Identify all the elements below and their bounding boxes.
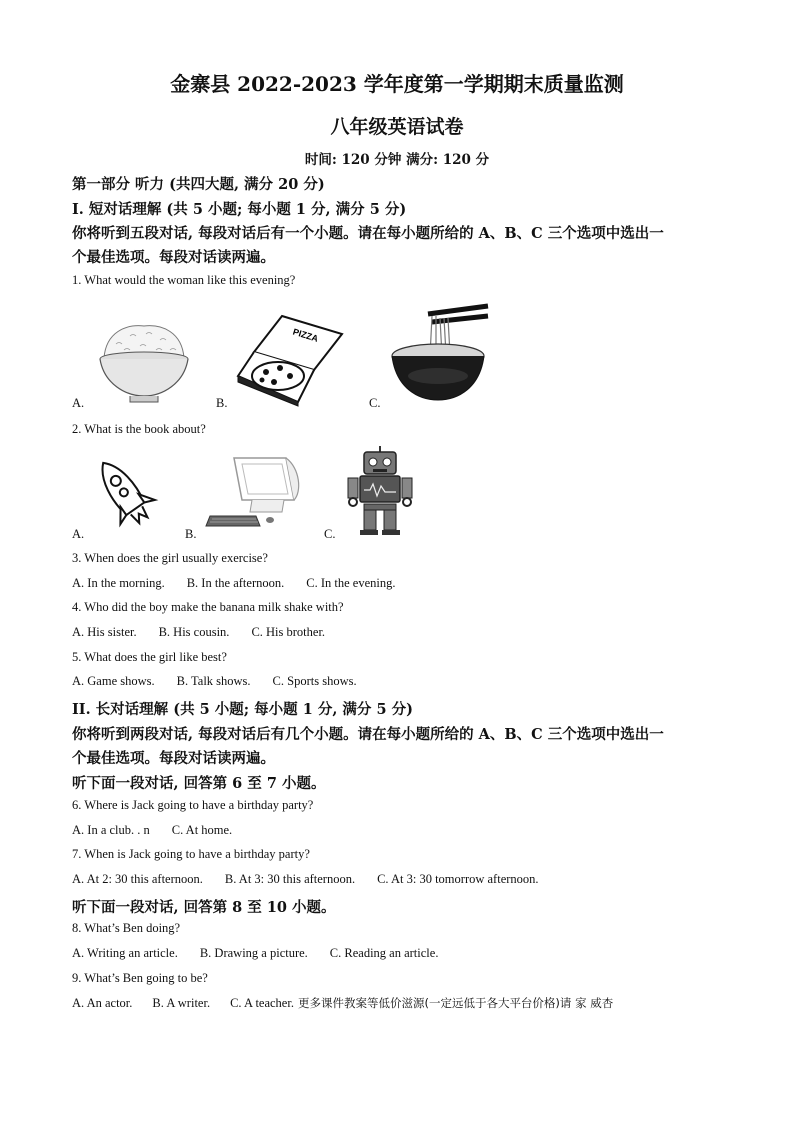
question-3: 3. When does the girl usually exercise? (72, 551, 268, 565)
question-2: 2. What is the book about? (72, 422, 206, 436)
section2-instruction-line2: 个最佳选项。每段对话读两遍。 (72, 750, 275, 767)
q7-option-c: C. At 3: 30 tomorrow afternoon. (377, 872, 539, 886)
q4-option-c: C. His brother. (251, 625, 326, 639)
computer-icon (204, 452, 304, 532)
time-info: 时间: 120 分钟 满分: 120 分 (304, 152, 490, 168)
question-9: 9. What’s Ben going to be? (72, 971, 208, 985)
rice-bowl-icon (96, 322, 192, 404)
exam-subtitle: 八年级英语试卷 (330, 116, 464, 138)
q2-option-a-label: A. (72, 527, 85, 541)
q6-option-c: C. At home. (171, 823, 233, 837)
question-6: 6. Where is Jack going to have a birthday party? (72, 798, 314, 812)
pizza-label: PIZZA (291, 326, 320, 344)
dialog2-heading: 听下面一段对话, 回答第 8 至 10 小题。 (72, 899, 336, 916)
q2-option-b-label: B. (185, 527, 197, 541)
q8-options (72, 946, 460, 961)
robot-icon (342, 446, 418, 536)
q3-options (72, 576, 417, 591)
question-7: 7. When is Jack going to have a birthday party? (72, 847, 310, 861)
question-1: 1. What would the woman like this evening? (72, 273, 296, 287)
q9-option-c: C. A teacher. (230, 996, 294, 1010)
q9-option-b: B. A writer. (152, 996, 211, 1010)
q9-options (72, 995, 613, 1011)
q4-option-b: B. His cousin. (158, 625, 230, 639)
exam-title: 金寨县 2022-2023 学年度第一学期期末质量监测 (170, 72, 624, 96)
q5-option-b: B. Talk shows. (176, 674, 251, 688)
section2-instruction-line1: 你将听到两段对话, 每段对话后有几个小题。请在每小题所给的 A、B、C 三个选项中选出一 (72, 726, 664, 743)
section1-heading: I. 短对话理解 (共 5 小题; 每小题 1 分, 满分 5 分) (72, 201, 407, 218)
q5-options (72, 674, 379, 689)
q9-option-a: A. An actor. (72, 996, 133, 1010)
q7-option-a: A. At 2: 30 this afternoon. (72, 872, 203, 886)
q6-options (72, 823, 254, 838)
q2-option-c-label: C. (324, 527, 336, 541)
rocket-icon (90, 452, 160, 534)
q5-option-c: C. Sports shows. (272, 674, 357, 688)
q4-options (72, 625, 347, 640)
q3-option-a: A. In the morning. (72, 576, 165, 590)
question-8: 8. What’s Ben doing? (72, 921, 181, 935)
q4-option-a: A. His sister. (72, 625, 137, 639)
q5-option-a: A. Game shows. (72, 674, 155, 688)
q6-option-a: A. In a club. . n (72, 823, 150, 837)
section2-heading: II. 长对话理解 (共 5 小题; 每小题 1 分, 满分 5 分) (72, 701, 413, 718)
dialog1-heading: 听下面一段对话, 回答第 6 至 7 小题。 (72, 775, 326, 792)
section1-instruction-line1: 你将听到五段对话, 每段对话后有一个小题。请在每小题所给的 A、B、C 三个选项中选出一 (72, 225, 664, 242)
section1-instruction-line2: 个最佳选项。每段对话读两遍。 (72, 249, 275, 266)
noodle-bowl-icon (388, 302, 492, 408)
promo-note: 更多课件教案等低价滋源(一定远低于各大平台价格)请 家 威杏 (297, 996, 614, 1010)
q7-options (72, 872, 561, 887)
q1-option-b-label: B. (216, 396, 228, 410)
q8-option-c: C. Reading an article. (329, 946, 439, 960)
question-5: 5. What does the girl like best? (72, 650, 227, 664)
pizza-box-icon (236, 310, 344, 406)
q1-option-a-label: A. (72, 396, 85, 410)
q8-option-b: B. Drawing a picture. (199, 946, 308, 960)
q8-option-a: A. Writing an article. (72, 946, 178, 960)
question-4: 4. Who did the boy make the banana milk shake with? (72, 600, 344, 614)
q3-option-b: B. In the afternoon. (186, 576, 285, 590)
part1-heading: 第一部分 听力 (共四大题, 满分 20 分) (72, 176, 325, 193)
q3-option-c: C. In the evening. (306, 576, 396, 590)
q7-option-b: B. At 3: 30 this afternoon. (224, 872, 356, 886)
q1-option-c-label: C. (369, 396, 381, 410)
